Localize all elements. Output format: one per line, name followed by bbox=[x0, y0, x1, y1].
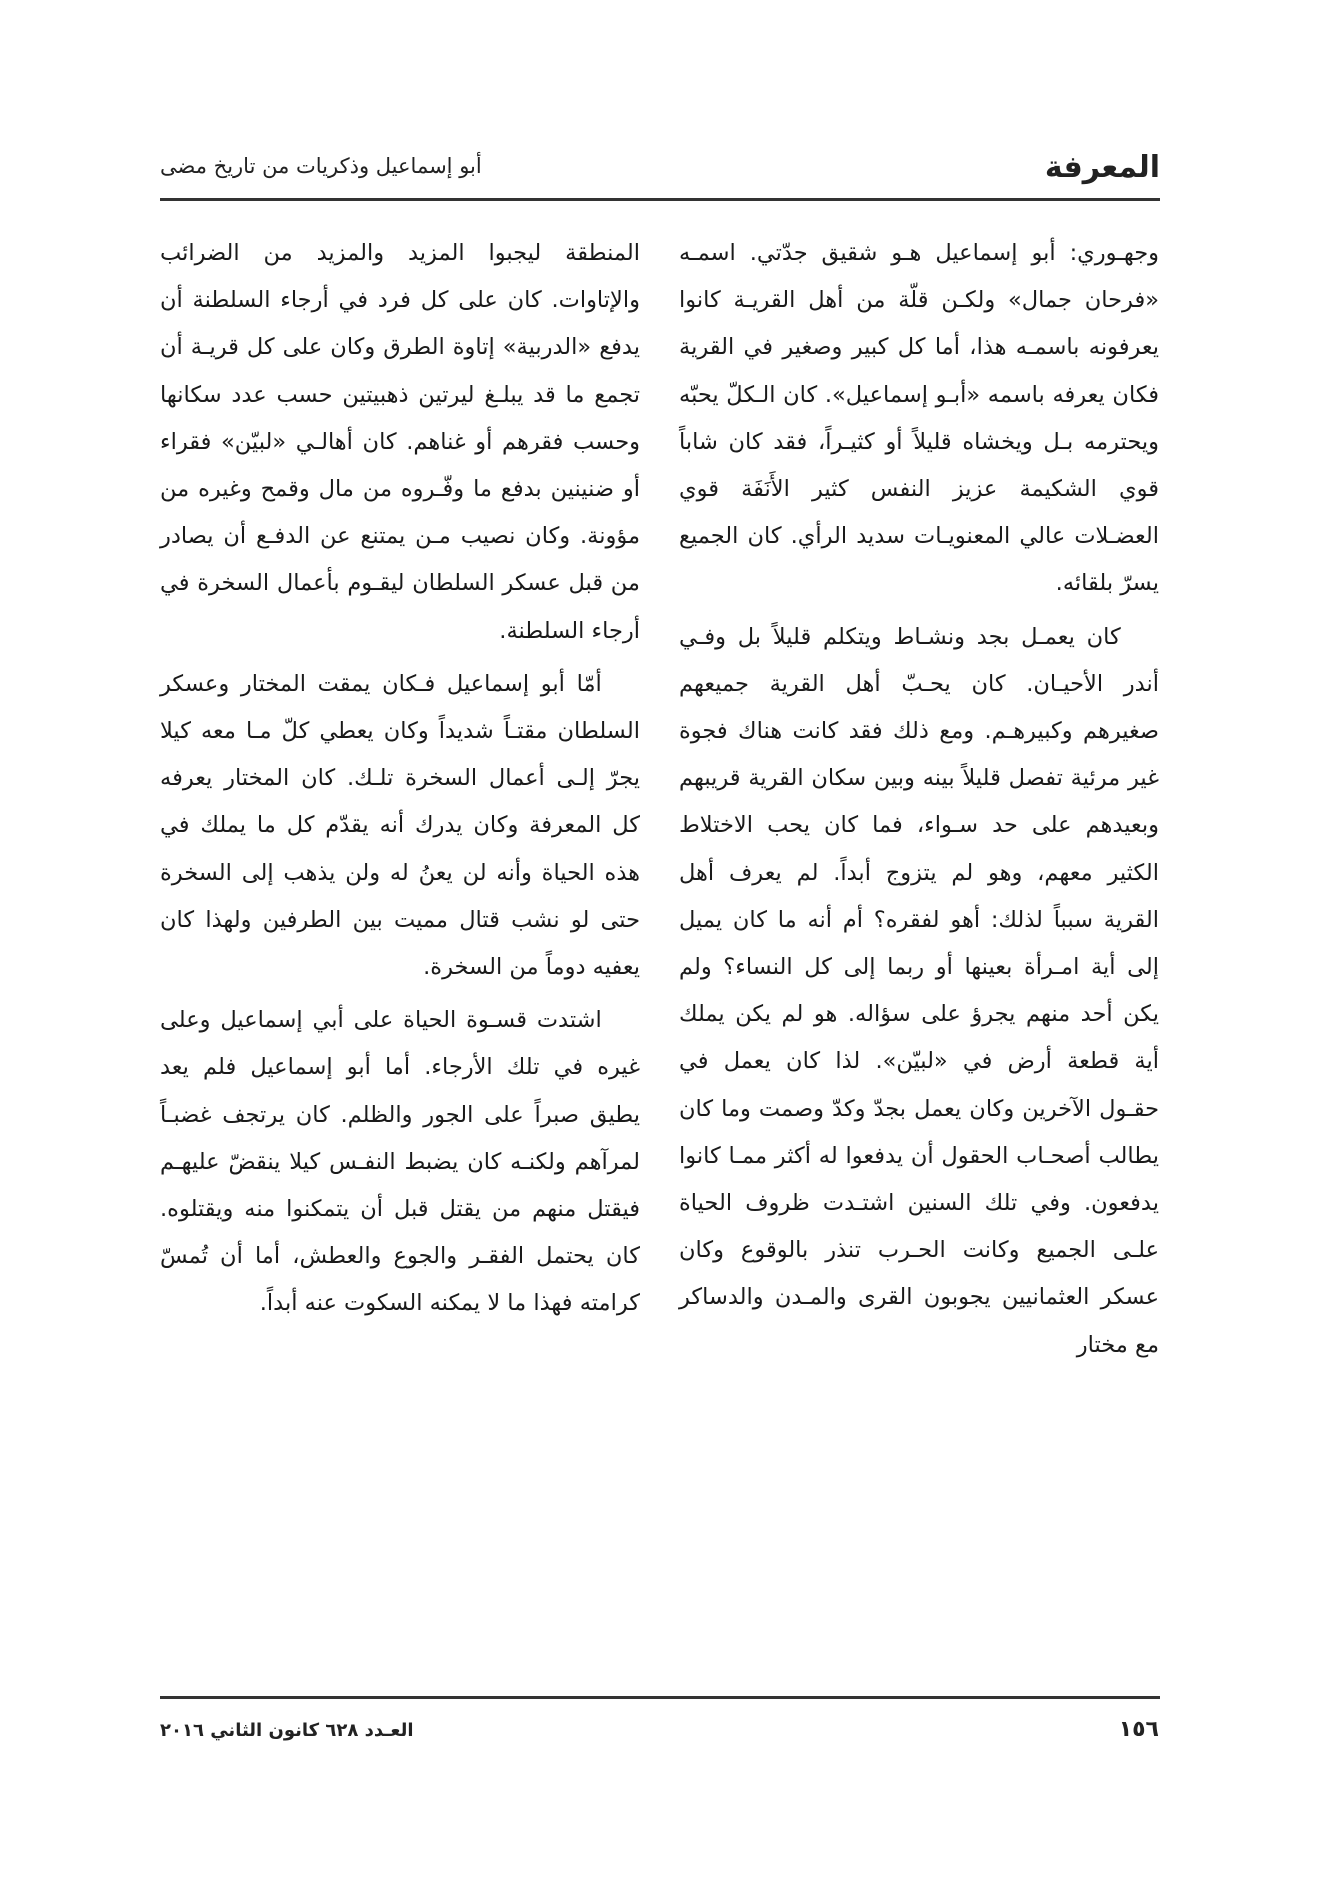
paragraph: المنطقة ليجبوا المزيد والمزيد من الضرائب والإتاوات. كان على كل فرد في أرجاء السلطنة أن يدفع «الدربية» إتاوة الطرق وكان على كل قريـة أن تجمع ما قد يبلـغ ليرتين ذهبيتين حسب عدد سكانها وحسب فقرهم أو غناهم. كان أهالـي «لبيّن» فقراء أو ضنينين بدفع ما وفّـروه من مال وقمح وغيره من مؤونة. وكان نصيب مـن يمتنع عن الدفـع أن يصادر من قبل عسكر السلطان ليقـوم بأعمال السخرة في أرجاء السلطنة. bbox=[160, 240, 640, 644]
header-divider bbox=[160, 198, 1160, 201]
text-column-left bbox=[160, 230, 640, 1328]
paragraph: أمّا أبو إسماعيل فـكان يمقت المختار وعسكر السلطان مقتـاً شديداً وكان يعطي كلّ مـا معه كيلا يجرّ إلـى أعمال السخرة تلـك. كان المختار يعرفه كل المعرفة وكان يدرك أنه يقدّم كل ما يملك في هذه الحياة وأنه لن يعنُ له ولن يذهب إلى السخرة حتى لو نشب قتال مميت بين الطرفين ولهذا كان يعفيه دوماً من السخرة. bbox=[160, 670, 640, 981]
running-article-title: أبو إسماعيل وذكريات من تاريخ مضى bbox=[160, 154, 482, 178]
text-column-right bbox=[679, 230, 1159, 1369]
page-number: ١٥٦ bbox=[1118, 1717, 1159, 1742]
page-header bbox=[160, 150, 1160, 200]
paragraph: اشتدت قسـوة الحياة على أبي إسماعيل وعلى غيره في تلك الأرجاء. أما أبو إسماعيل فلم يعد يطيق صبراً على الجور والظلم. كان يرتجف غضبـاً لمرآهم ولكنـه كان يضبط النفـس كيلا ينقضّ عليهـم فيقتل منهم من يقتل قبل أن يتمكنوا منه ويقتلوه. كان يحتمل الفقـر والجوع والعطش، أما أن تُمسّ كرامته فهذا ما لا يمكنه السكوت عنه أبداً. bbox=[160, 1007, 640, 1317]
paragraph: وجهـوري: أبو إسماعيل هـو شقيق جدّتي. اسمـه «فرحان جمال» ولكـن قلّة من أهل القريـة كانوا يعرفونه باسمـه هذا، أما كل كبير وصغير في القرية فكان يعرفه باسمه «أبـو إسماعيل». كان الـكلّ يحبّه ويحترمه بـل ويخشاه قليلاً أو كثيـراً، فقد كان شاباً قوي الشكيمة عزيز النفس كثير الأَنَفَة قوي العضـلات عالي المعنويـات سديد الرأي. كان الجميع يسرّ بلقائه. bbox=[679, 240, 1159, 597]
footer-divider bbox=[160, 1696, 1160, 1699]
issue-info: العـدد ٦٢٨ كانون الثاني ٢٠١٦ bbox=[160, 1720, 414, 1741]
magazine-logo: المعرفة bbox=[1044, 150, 1160, 185]
paragraph: كان يعمـل بجد ونشـاط ويتكلم قليلاً بل وفـي أندر الأحيـان. كان يحـبّ أهل القرية جميعهم صغيرهم وكبيرهـم. ومع ذلك فقد كانت هناك فجوة غير مرئية تفصل قليلاً بينه وبين سكان القرية قريبهم وبعيدهم على حد سـواء، فما كان يحب الاختلاط الكثير معهم، وهو لم يتزوج أبداً. لم يعرف أهل القرية سبباً لذلك: أهو لفقره؟ أم أنه ما كان يميل إلى أية امـرأة بعينها أو ربما إلى كل النساء؟ ولم يكن أحد منهم يجرؤ على سؤاله. هو لم يكن يملك أية قطعة أرض في «لبيّن». لذا كان يعمل في حقـول الآخرين وكان يعمل بجدّ وكدّ وصمت وما كان يطالب أصحـاب الحقول أن يدفعوا له أكثر ممـا كانوا يدفعون. وفي تلك السنين اشتـدت ظروف الحياة علـى الجميع وكانت الحـرب تنذر بالوقوع وكان عسكر العثمانيين يجوبون القرى والمـدن والدساكر مع مختار bbox=[679, 623, 1159, 1358]
